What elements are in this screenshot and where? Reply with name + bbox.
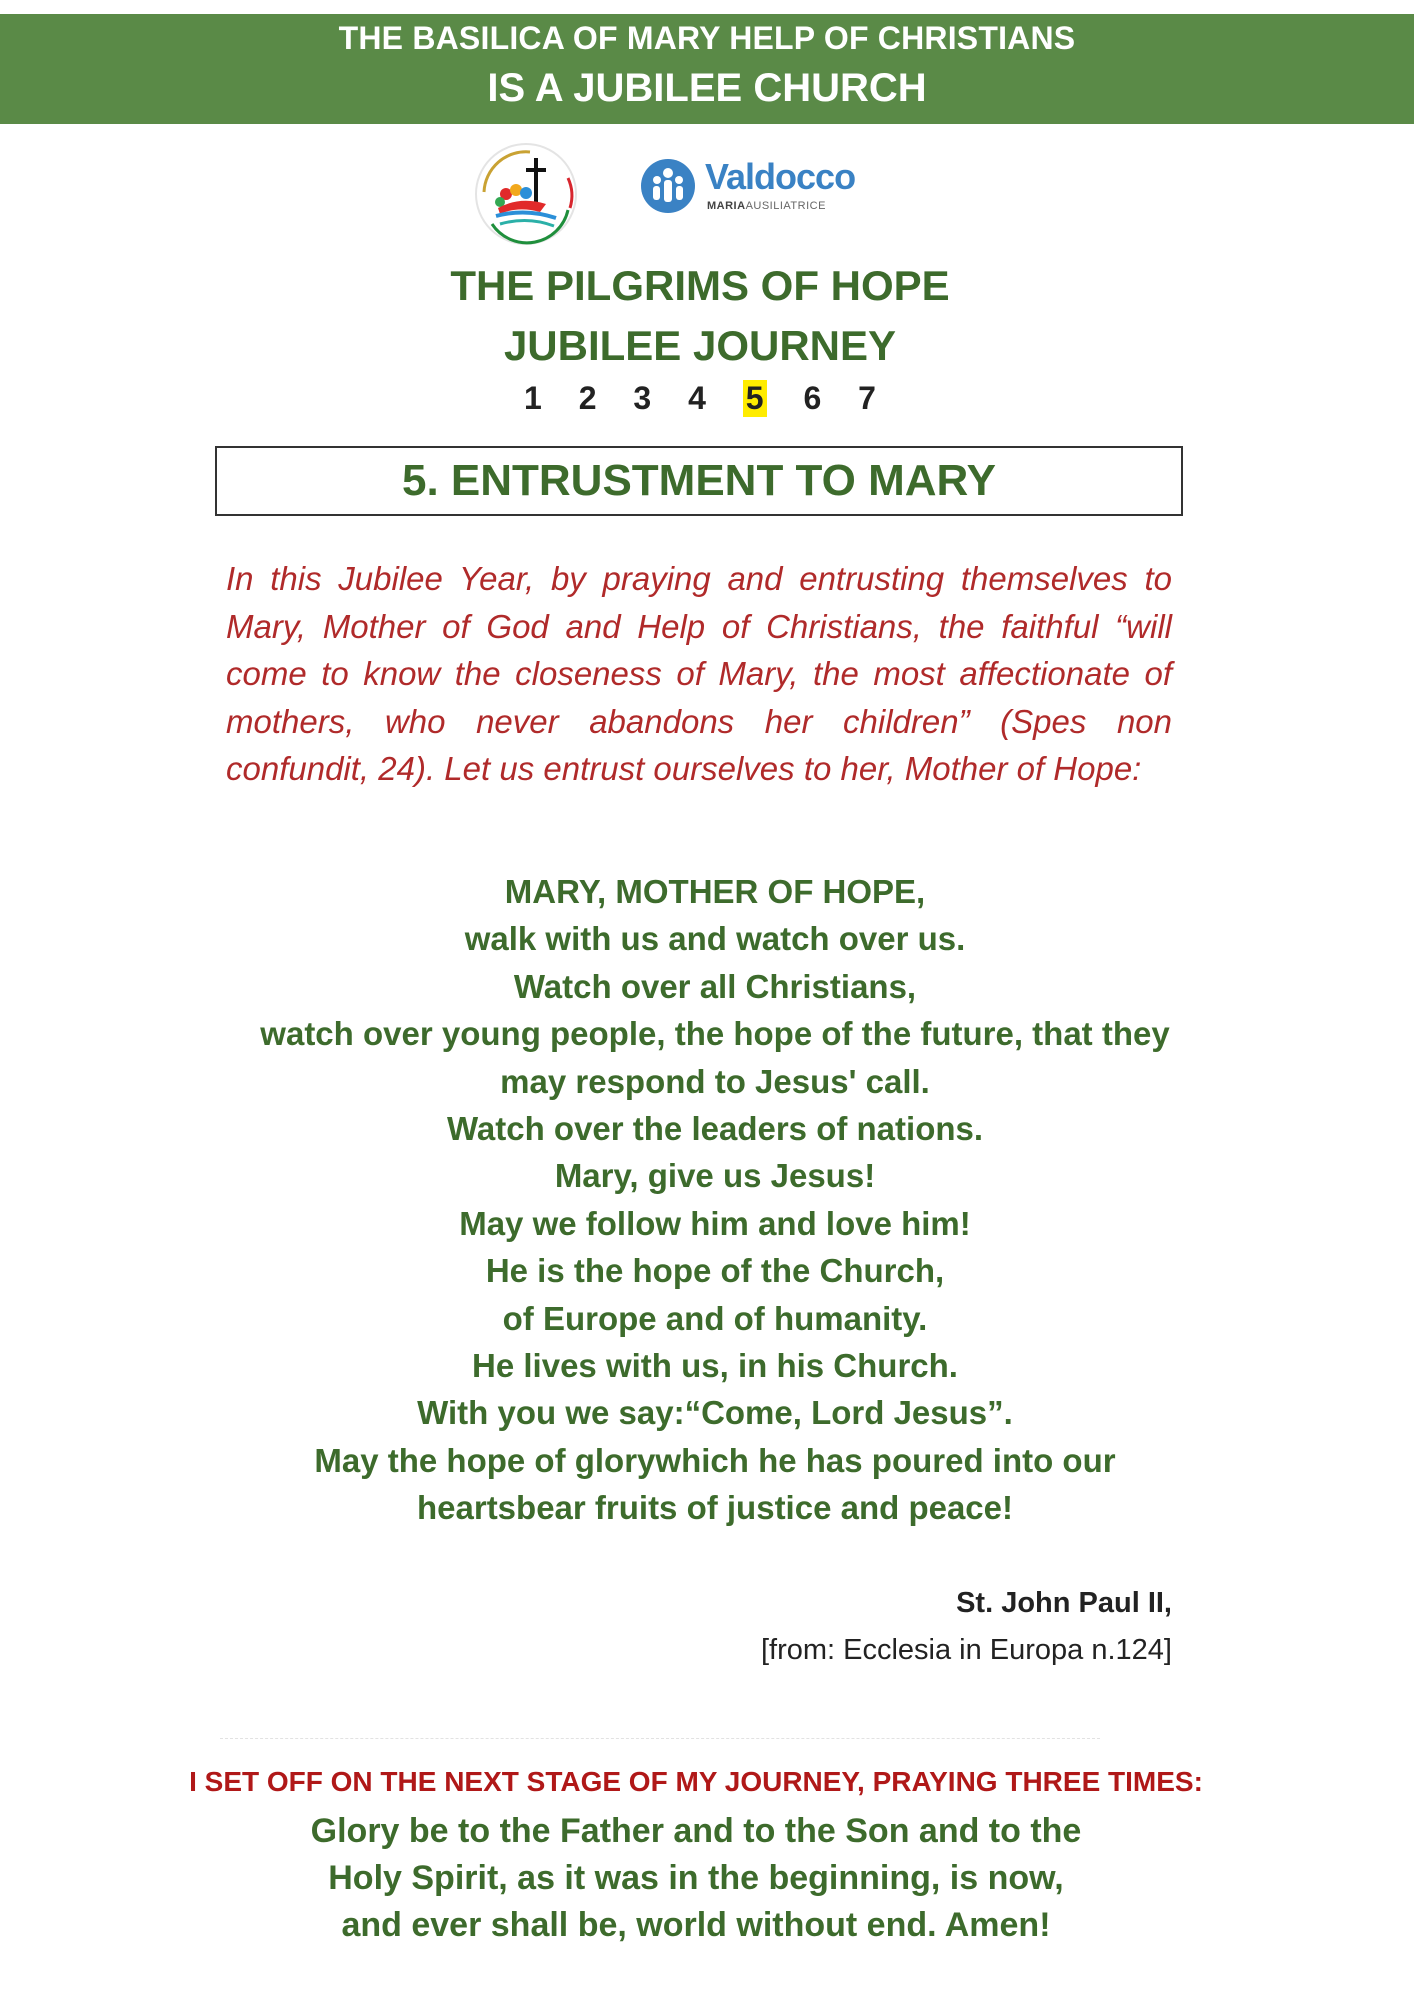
logo-row bbox=[0, 138, 1414, 250]
page-title-line-1: THE PILGRIMS OF HOPE bbox=[450, 262, 950, 309]
prayer-line: walk with us and watch over us. bbox=[464, 920, 966, 958]
valdocco-emblem-icon bbox=[640, 158, 696, 214]
prayer-line: Watch over all Christians, bbox=[513, 967, 917, 1005]
step-4: 4 bbox=[688, 380, 706, 416]
prayer-line: of Europe and of humanity. bbox=[502, 1299, 928, 1337]
step-2: 2 bbox=[578, 380, 597, 416]
prayer-line: may respond to Jesus' call. bbox=[500, 1062, 930, 1100]
closing-heading: I SET OFF ON THE NEXT STAGE OF MY JOURNEY, PRAYING THREE TIMES: bbox=[189, 1766, 1203, 1797]
closing-prayer bbox=[0, 1808, 1392, 1949]
header-banner bbox=[0, 14, 1414, 124]
prayer-line: May we follow him and love him! bbox=[459, 1204, 971, 1242]
prayer-line: He is the hope of the Church, bbox=[485, 1252, 945, 1290]
valdocco-subtitle: MARIAAUSILIATRICE bbox=[707, 200, 826, 212]
prayer-line: Watch over the leaders of nations. bbox=[446, 1110, 984, 1148]
prayer-line: Mary, give us Jesus! bbox=[554, 1157, 876, 1195]
valdocco-logo bbox=[640, 156, 860, 226]
prayer-line: MARY, MOTHER OF HOPE, bbox=[504, 873, 926, 910]
divider bbox=[220, 1738, 1100, 1739]
prayer-line: He lives with us, in his Church. bbox=[472, 1347, 958, 1385]
valdocco-wordmark: Valdocco bbox=[705, 156, 856, 197]
prayer-line: watch over young people, the hope of the future, that they bbox=[260, 1015, 1170, 1053]
banner-line-2: IS A JUBILEE CHURCH bbox=[487, 66, 927, 110]
closing-line: Holy Spirit, as it was in the beginning, is now, bbox=[328, 1859, 1064, 1897]
jubilee-logo-icon bbox=[470, 138, 582, 250]
banner-line-1: THE BASILICA OF MARY HELP OF CHRISTIANS bbox=[338, 20, 1076, 56]
journey-steps bbox=[0, 380, 1400, 417]
step-6: 6 bbox=[803, 380, 822, 416]
closing-line: Glory be to the Father and to the Son and to the bbox=[310, 1812, 1082, 1850]
prayer-line: With you we say:“Come, Lord Jesus”. bbox=[417, 1394, 1013, 1432]
step-1: 1 bbox=[524, 380, 542, 416]
step-7: 7 bbox=[858, 380, 876, 416]
section-title: 5. ENTRUSTMENT TO MARY bbox=[215, 446, 1183, 516]
prayer-line: heartsbear fruits of justice and peace! bbox=[416, 1489, 1013, 1527]
prayer-line: May the hope of glorywhich he has poured into our bbox=[314, 1441, 1116, 1479]
step-3: 3 bbox=[633, 380, 652, 416]
closing-line: and ever shall be, world without end. Amen! bbox=[341, 1906, 1051, 1944]
intro-paragraph: In this Jubilee Year, by praying and entrusting themselves to Mary, Mother of God and Help of Christians, the faithful “will come to know the closeness of Mary, the most affectionate of mothers, who never abandons her children” (Spes non confundit, 24). Let us entrust ourselves to her, Mother of Hope: bbox=[226, 560, 1172, 787]
attribution-source: [from: Ecclesia in Europa n.124] bbox=[760, 1634, 1172, 1666]
prayer-text bbox=[0, 868, 1414, 1532]
attribution-author: St. John Paul II, bbox=[956, 1587, 1172, 1619]
attribution bbox=[761, 1580, 1172, 1674]
page-title-line-2: JUBILEE JOURNEY bbox=[503, 322, 897, 369]
step-5-active: 5 bbox=[743, 380, 767, 417]
